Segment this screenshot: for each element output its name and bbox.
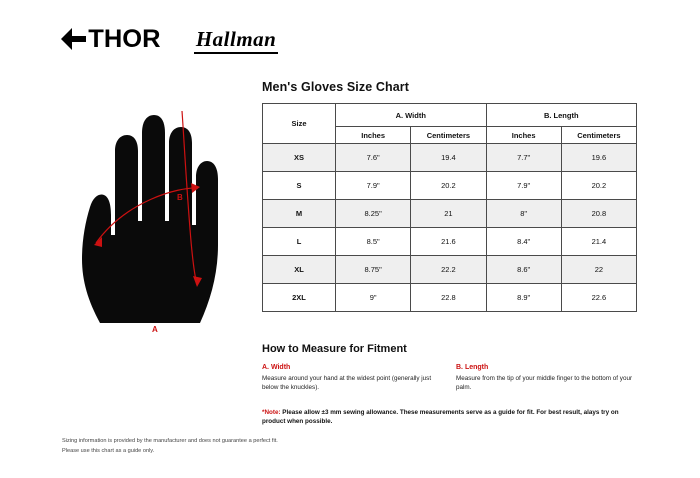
table-row xyxy=(263,256,637,284)
header-group-b: B. Length xyxy=(486,104,637,127)
cell-a-inches: 9" xyxy=(336,284,411,312)
cell-size: M xyxy=(263,200,336,228)
cell-size: L xyxy=(263,228,336,256)
header-group-a: A. Width xyxy=(336,104,487,127)
thor-logo xyxy=(60,26,160,52)
table-row xyxy=(263,200,637,228)
howto-b-heading: B. Length xyxy=(456,364,489,371)
cell-a-centimeters: 20.2 xyxy=(411,172,486,200)
measure-label-b: B xyxy=(177,193,183,202)
cell-a-centimeters: 21 xyxy=(411,200,486,228)
header-b-inches: Inches xyxy=(486,127,561,144)
note-row xyxy=(262,408,637,426)
cell-b-centimeters: 21.4 xyxy=(561,228,636,256)
howto-section-b xyxy=(456,364,636,392)
footer-line-2: Please use this chart as a guide only. xyxy=(62,447,155,454)
cell-a-inches: 8.5" xyxy=(336,228,411,256)
cell-a-centimeters: 19.4 xyxy=(411,144,486,172)
cell-size: S xyxy=(263,172,336,200)
header-a-centimeters: Centimeters xyxy=(411,127,486,144)
cell-b-inches: 8.9" xyxy=(486,284,561,312)
hallman-wordmark: Hallman xyxy=(195,26,277,51)
note-label: *Note: xyxy=(262,409,281,416)
cell-b-centimeters: 20.8 xyxy=(561,200,636,228)
header-size: Size xyxy=(263,104,336,144)
header-b-centimeters: Centimeters xyxy=(561,127,636,144)
cell-a-inches: 7.9" xyxy=(336,172,411,200)
cell-b-inches: 8" xyxy=(486,200,561,228)
brand-logo-row xyxy=(60,26,278,52)
table-header-group-row xyxy=(263,104,637,127)
cell-a-centimeters: 22.8 xyxy=(411,284,486,312)
table-row xyxy=(263,228,637,256)
cell-size: 2XL xyxy=(263,284,336,312)
table-row xyxy=(263,172,637,200)
cell-a-inches: 8.25" xyxy=(336,200,411,228)
cell-b-inches: 7.9" xyxy=(486,172,561,200)
table-row xyxy=(263,144,637,172)
cell-b-inches: 8.4" xyxy=(486,228,561,256)
cell-a-centimeters: 22.2 xyxy=(411,256,486,284)
size-chart-table xyxy=(262,103,637,312)
howto-a-body: Measure around your hand at the widest point (generally just below the knuckles). xyxy=(262,375,432,392)
footer-disclaimer xyxy=(62,437,278,456)
cell-b-centimeters: 22 xyxy=(561,256,636,284)
table-row xyxy=(263,284,637,312)
cell-b-inches: 7.7" xyxy=(486,144,561,172)
header-a-inches: Inches xyxy=(336,127,411,144)
chart-title: Men's Gloves Size Chart xyxy=(262,80,409,94)
howto-section-a xyxy=(262,364,440,392)
cell-a-inches: 7.6" xyxy=(336,144,411,172)
measure-label-a: A xyxy=(152,325,158,334)
howto-a-heading: A. Width xyxy=(262,364,291,371)
thor-wordmark: THOR xyxy=(88,24,161,53)
glove-illustration xyxy=(66,95,241,334)
howto-title: How to Measure for Fitment xyxy=(262,343,407,355)
thor-hammer-icon xyxy=(60,26,86,52)
cell-b-centimeters: 22.6 xyxy=(561,284,636,312)
cell-size: XL xyxy=(263,256,336,284)
howto-b-body: Measure from the tip of your middle finger to the bottom of your palm. xyxy=(456,375,633,392)
cell-b-inches: 8.6" xyxy=(486,256,561,284)
cell-a-inches: 8.75" xyxy=(336,256,411,284)
cell-b-centimeters: 19.6 xyxy=(561,144,636,172)
cell-size: XS xyxy=(263,144,336,172)
footer-line-1: Sizing information is provided by the manufacturer and does not guarantee a perfect fit. xyxy=(62,438,278,444)
note-text: Please allow ±3 mm sewing allowance. These measurements serve as a guide for fit. For best result, alays try on product when possible. xyxy=(262,409,619,426)
cell-a-centimeters: 21.6 xyxy=(411,228,486,256)
cell-b-centimeters: 20.2 xyxy=(561,172,636,200)
